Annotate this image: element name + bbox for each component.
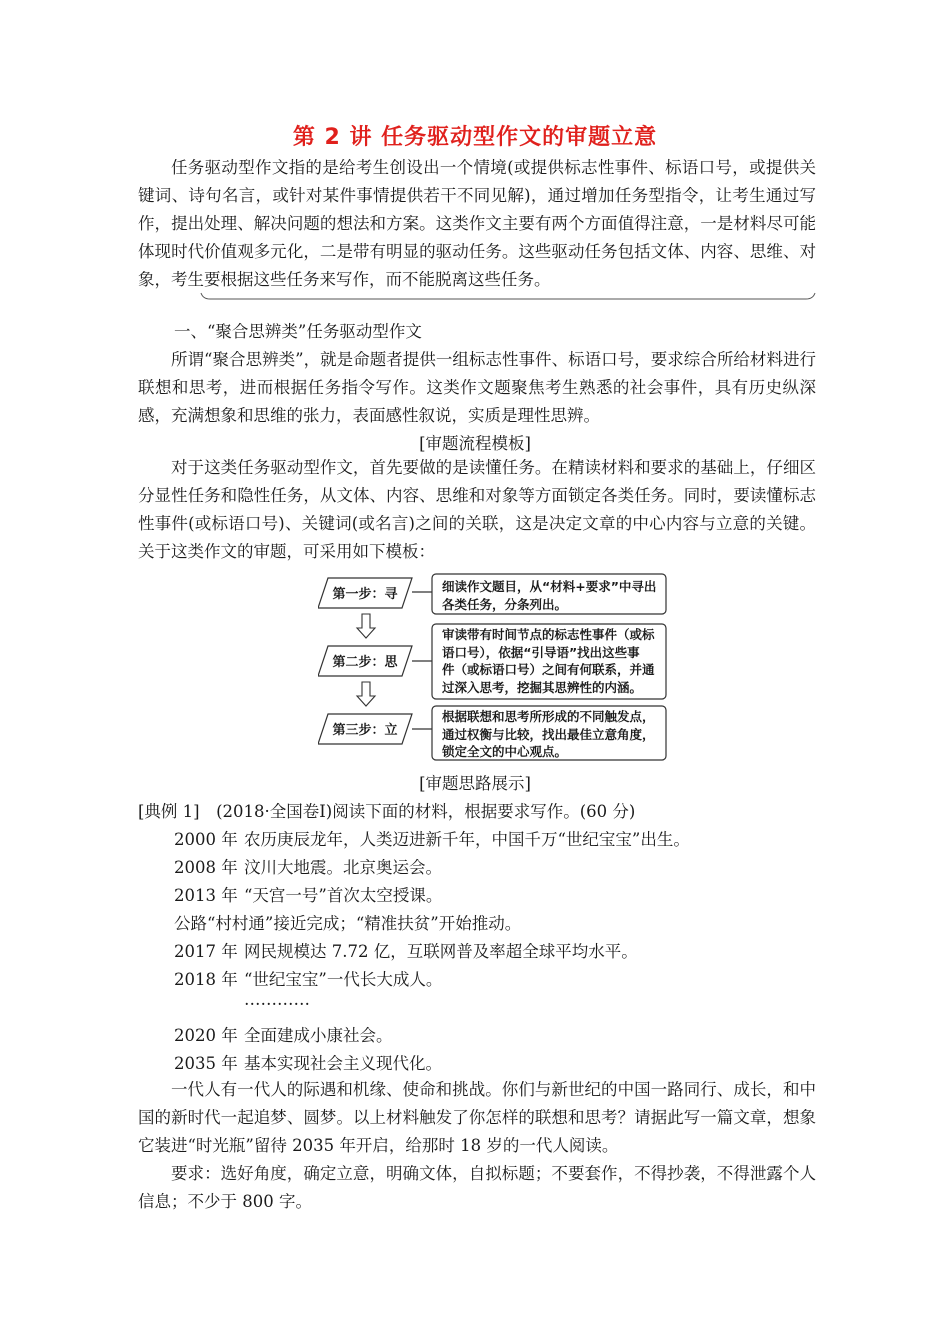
example-intro: [典例 1] (2018·全国卷Ⅰ)阅读下面的材料，根据要求写作。(60 分): [138, 802, 636, 821]
section-divider: [200, 292, 816, 301]
page-title: 第 2 讲 任务驱动型作文的审题立意: [292, 125, 658, 150]
event-line: 2017 年 网民规模达 7.72 亿，互联网普及率超全球平均水平。: [174, 942, 638, 961]
down-arrow-icon: [357, 682, 375, 706]
event-line: 2013 年 “天宫一号”首次太空授课。: [174, 886, 443, 905]
event-line: 2018 年 “世纪宝宝”一代长大成人。: [174, 970, 443, 989]
step-3-label: 第三步：立: [332, 723, 398, 738]
event-line: 2020 年 全面建成小康社会。: [174, 1026, 393, 1045]
step-1-label: 第一步：寻: [332, 587, 398, 602]
event-line: 公路“村村通”接近完成；“精准扶贫”开始推动。: [174, 914, 522, 933]
step-1-text: 细读作文题目，从“材料+要求”中寻出 各类任务，分条列出。: [442, 579, 657, 612]
requirements-paragraph: 要求：选好角度，确定立意，明确文体，自拟标题；不要套作，不得抄袭，不得泄露个人信息；不少于 800 字。: [138, 1164, 816, 1211]
step-2-label: 第二步：思: [332, 655, 398, 670]
section-paragraph: 所谓“聚合思辨类”，就是命题者提供一组标志性事件、标语口号，要求综合所给材料进行联想和思考，进而根据任务指令写作。这类作文题聚焦考生熟悉的社会事件，具有历史纵深感，充满想象和思维的张力，表面感性叙说，实质是理性思辨。: [138, 350, 816, 425]
step-3-text: 根据联想和思考所形成的不同触发点， 通过权衡与比较，找出最佳立意角度， 锁定全文的中心观点。: [442, 709, 655, 759]
event-line: 2000 年 农历庚辰龙年，人类迈进新千年，中国千万“世纪宝宝”出生。: [174, 830, 690, 849]
section-heading: 一、“聚合思辨类”任务驱动型作文: [174, 322, 422, 341]
flow-diagram: [318, 572, 668, 762]
event-line: 2035 年 基本实现社会主义现代化。: [174, 1054, 442, 1073]
ellipsis-line: …………: [244, 990, 310, 1009]
template-paragraph: 对于这类任务驱动型作文，首先要做的是读懂任务。在精读材料和要求的基础上，仔细区分显性任务和隐性任务，从文体、内容、思维和对象等方面锁定各类任务。同时，要读懂标志性事件(或标语口号)、关键词(或名言)之间的关联，这是决定文章的中心内容与立意的关键。关于这类作文的审题，可采用如下模板：: [138, 458, 816, 561]
step-2-text: 审读带有时间节点的标志性事件（或标 语口号），依据“引导语”找出这些事 件（或标语口号）之间有何联系，并通 过深入思考，挖掘其思辨性的内涵。: [442, 627, 655, 695]
show-heading: [审题思路展示]: [419, 774, 531, 793]
down-arrow-icon: [357, 614, 375, 638]
template-heading: [审题流程模板]: [419, 434, 531, 453]
event-line: 2008 年 汶川大地震。北京奥运会。: [174, 858, 442, 877]
prompt-paragraph: 一代人有一代人的际遇和机缘、使命和挑战。你们与新世纪的中国一路同行、成长，和中国的新时代一起追梦、圆梦。以上材料触发了你怎样的联想和思考？请据此写一篇文章，想象它装进“时光瓶”留待 2035 年开启，给那时 18 岁的一代人阅读。: [138, 1080, 816, 1155]
intro-paragraph: 任务驱动型作文指的是给考生创设出一个情境(或提供标志性事件、标语口号，或提供关键词、诗句名言，或针对某件事情提供若干不同见解)，通过增加任务型指令，让考生通过写作，提出处理、解决问题的想法和方案。这类作文主要有两个方面值得注意，一是材料尽可能体现时代价值观多元化，二是带有明显的驱动任务。这些驱动任务包括文体、内容、思维、对象，考生要根据这些任务来写作，而不能脱离这些任务。: [138, 158, 816, 289]
